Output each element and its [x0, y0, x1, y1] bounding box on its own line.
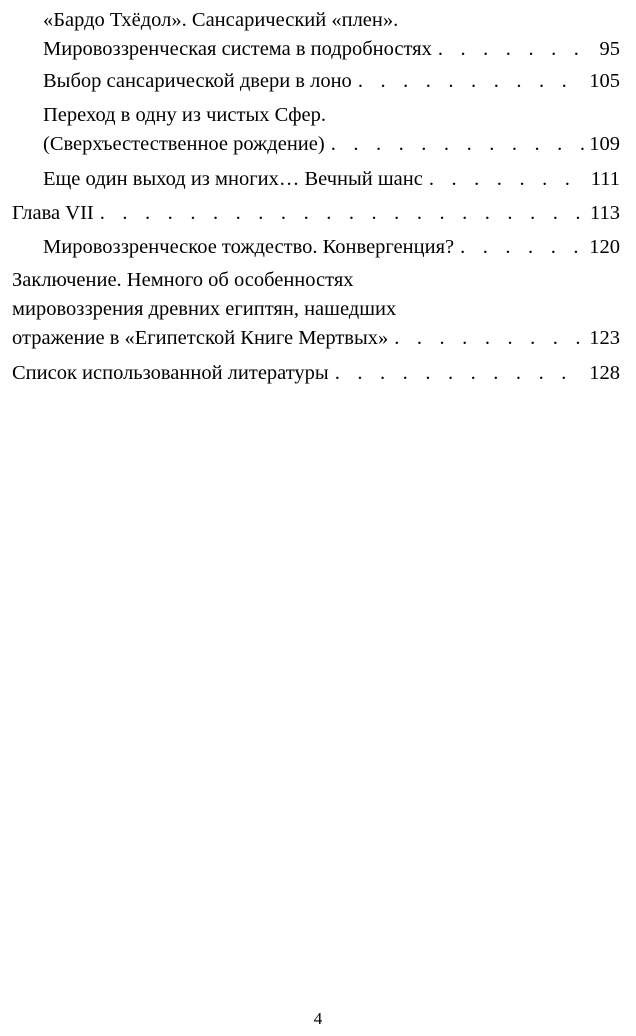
dot-leader	[423, 165, 587, 194]
toc-entry-line: Список использованной литературы	[12, 362, 329, 384]
dot-leader	[94, 199, 586, 228]
toc-page-number: 109	[589, 133, 620, 155]
toc-entry-line: Мировоззренческая система в подробностях	[43, 38, 432, 60]
toc-entry-last-line	[43, 67, 620, 96]
dot-leader	[352, 67, 585, 96]
toc-entry-chapter-vii	[12, 199, 620, 228]
toc-entry-door-choice	[43, 67, 620, 96]
toc-entry-line: (Сверхъестественное рождение)	[43, 133, 325, 155]
toc-page-number: 128	[589, 362, 620, 384]
dot-leader	[329, 359, 586, 388]
dot-leader	[432, 35, 596, 64]
toc-entry-convergence	[43, 233, 620, 262]
toc-entry-last-line	[12, 359, 620, 388]
toc-entry-last-line	[43, 233, 620, 262]
toc-entry-last-line	[43, 165, 620, 194]
toc-entry-last-line	[43, 130, 620, 159]
dot-leader	[454, 233, 585, 262]
toc-entry-bardo-thodol	[43, 6, 620, 64]
toc-page-number: 113	[590, 202, 620, 224]
toc-entry-last-line	[43, 35, 620, 64]
toc-entry-bibliography	[12, 359, 620, 388]
dot-leader	[325, 130, 586, 159]
toc-entry-last-line	[12, 324, 620, 353]
toc-entry-line: Заключение. Немного об особенностях	[12, 269, 354, 291]
toc-page-number: 95	[599, 38, 620, 60]
toc-entry-line: Выбор сансарической двери в лоно	[43, 70, 352, 92]
toc-entry-line: отражение в «Египетской Книге Мертвых»	[12, 327, 389, 349]
toc-entry-line: Глава VII	[12, 202, 94, 224]
toc-entry-pure-spheres	[43, 101, 620, 159]
toc-entry-last-line	[12, 199, 620, 228]
toc-entry-line: Мировоззренческое тождество. Конвергенция?	[43, 236, 455, 258]
toc-page-number: 105	[589, 70, 620, 92]
toc-page-number: 120	[589, 236, 620, 258]
toc-entry-eternal-chance	[43, 165, 620, 194]
dot-leader	[388, 324, 585, 353]
toc-entry-line: «Бардо Тхёдол». Сансарический «плен».	[43, 9, 399, 31]
toc-page-number: 111	[590, 168, 620, 190]
toc-page-number: 123	[589, 327, 620, 349]
toc-entry-line: Переход в одну из чистых Сфер.	[43, 104, 327, 126]
toc-entry-line: мировоззрения древних египтян, нашедших	[12, 298, 397, 320]
toc-entry-conclusion	[12, 266, 620, 353]
toc-entry-line: Еще один выход из многих… Вечный шанс	[43, 168, 423, 190]
page-number-footer: 4	[313, 1009, 323, 1028]
